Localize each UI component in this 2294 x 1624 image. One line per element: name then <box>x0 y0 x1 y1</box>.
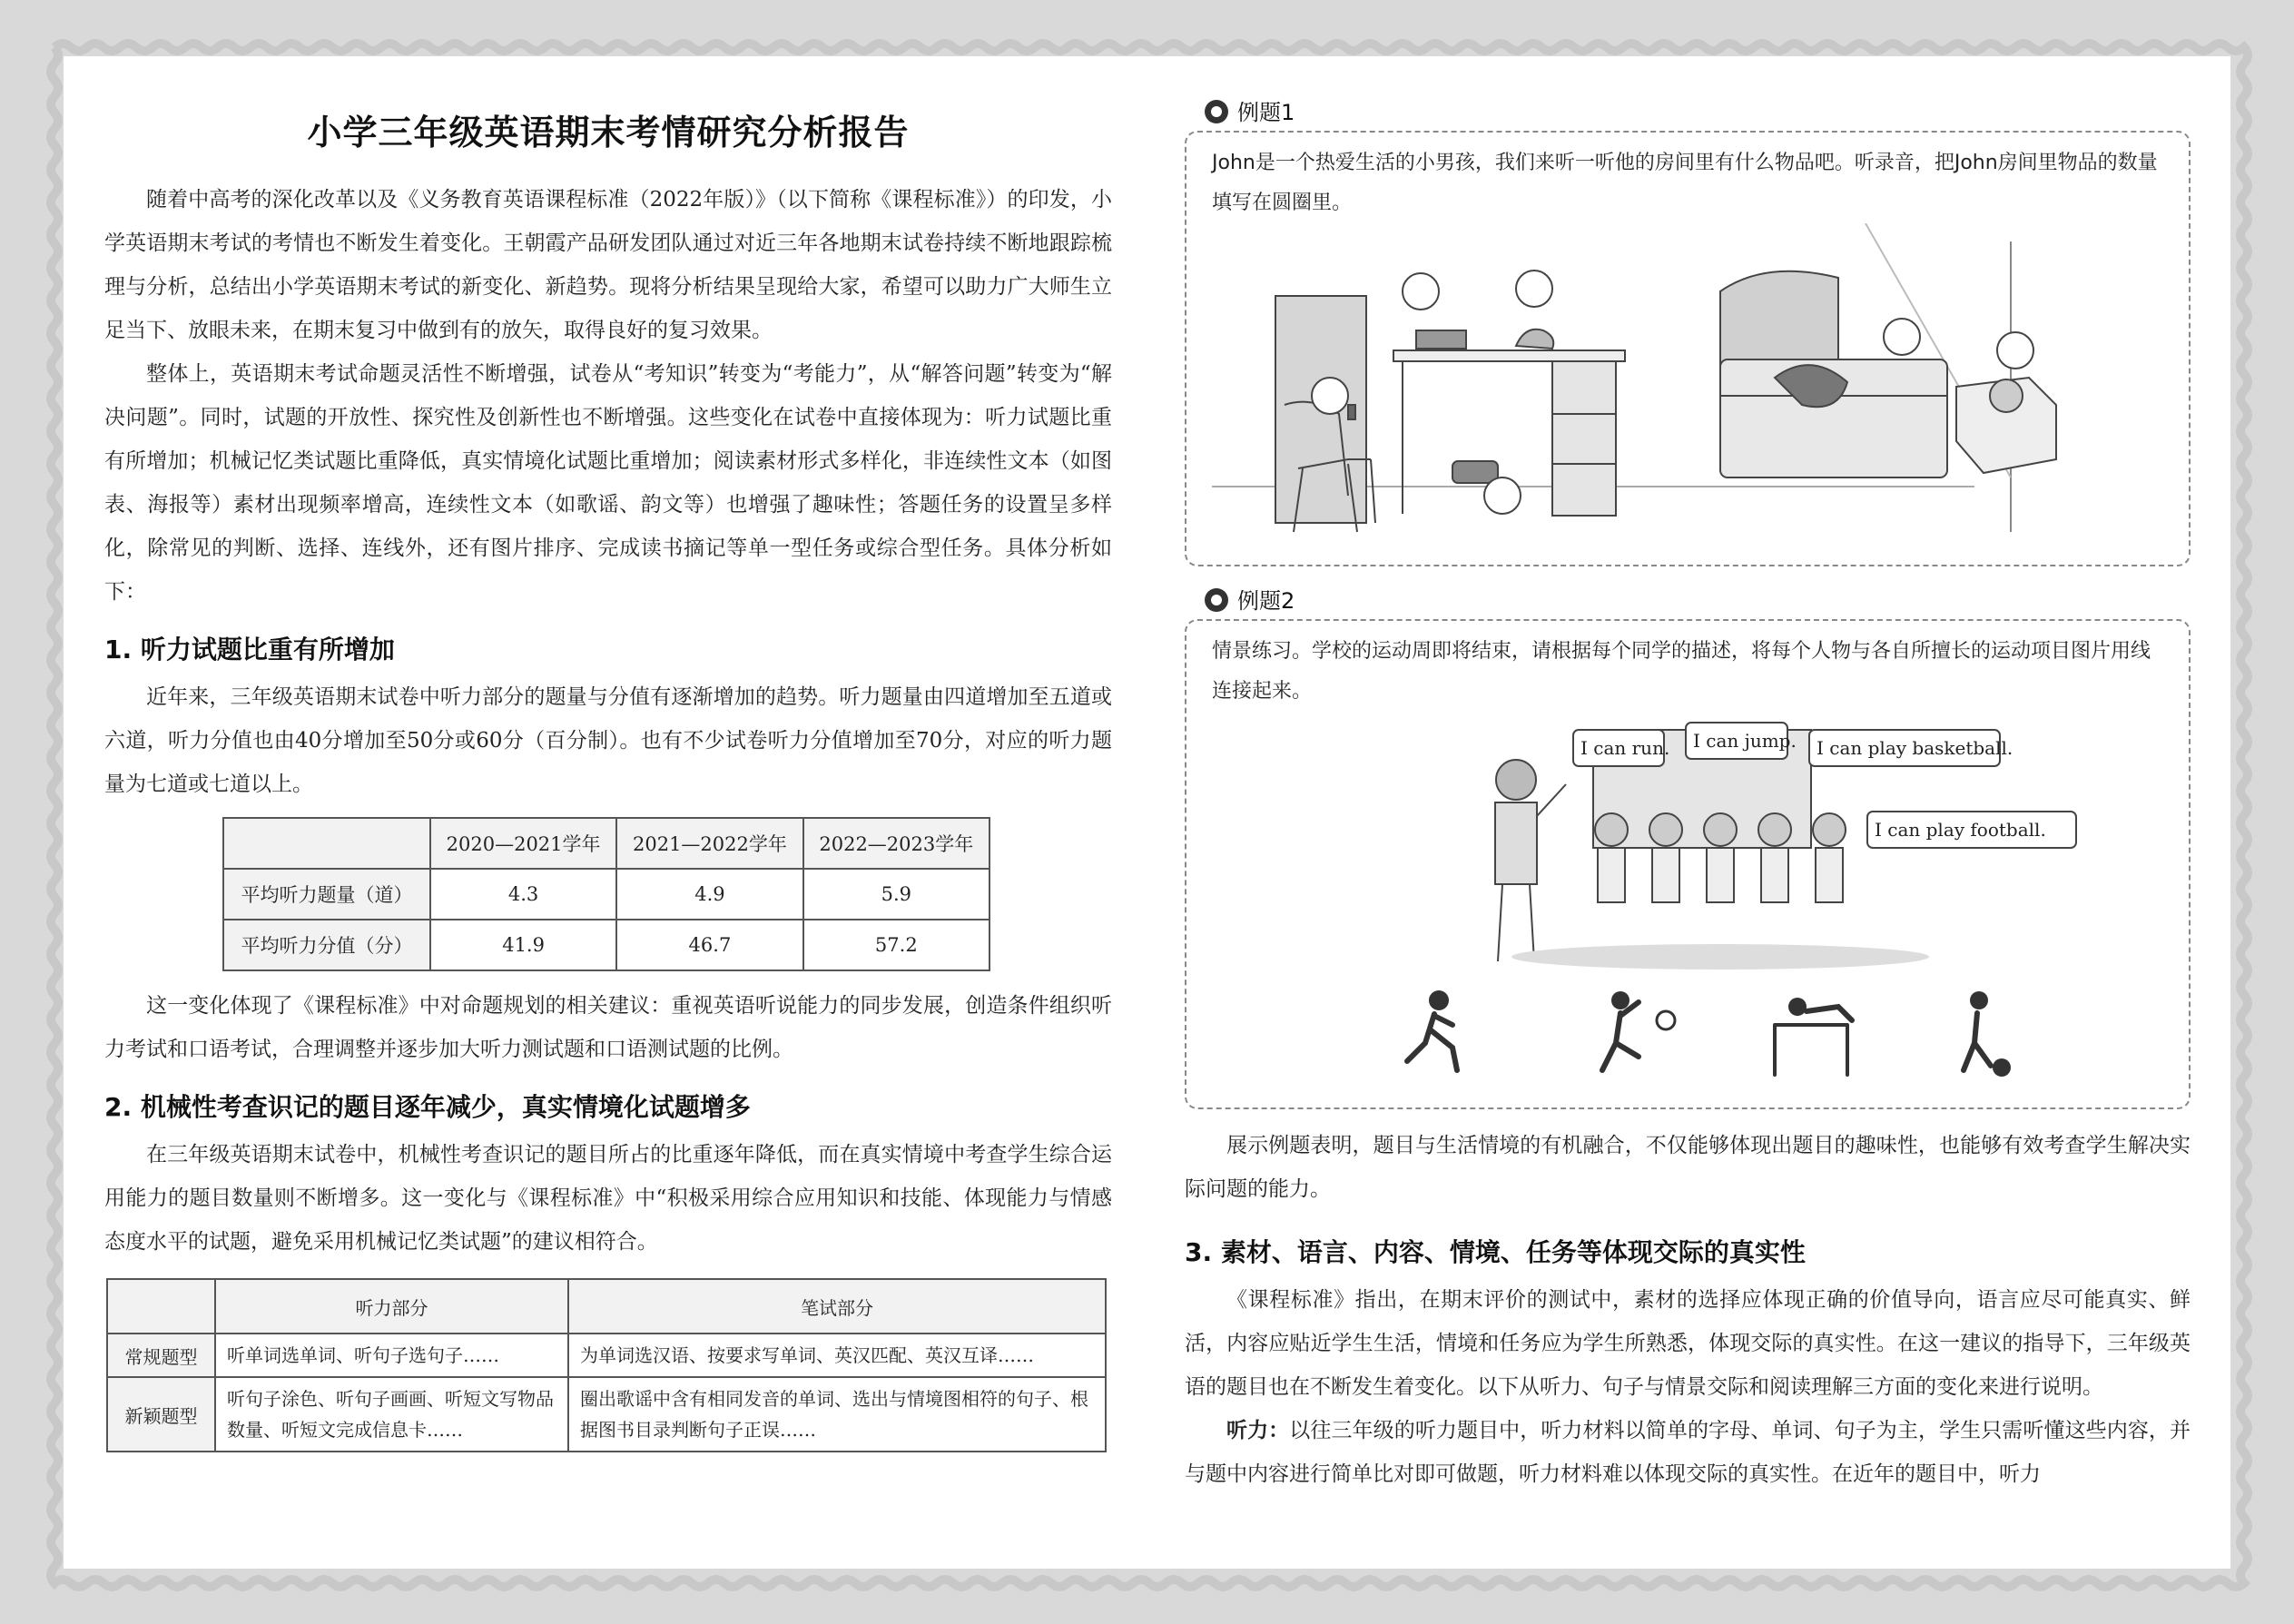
speech-bubble-basketball: I can play basketball. <box>1816 737 2013 759</box>
table-header-cell: 2021—2022学年 <box>616 818 802 869</box>
football-icon <box>1970 991 1988 1009</box>
left-column <box>104 86 1112 1452</box>
right-column <box>1185 98 2191 1496</box>
table-row <box>223 869 989 920</box>
example-2-box <box>1185 619 2191 1109</box>
table-cell: 听句子涂色、听句子画画、听短文写物品数量、听短文完成信息卡…… <box>215 1377 568 1452</box>
speech-bubble-run: I can run. <box>1580 737 1670 759</box>
table-row <box>107 1377 1106 1452</box>
table-header-row <box>223 818 989 869</box>
section-3-paragraph-2 <box>1185 1409 2191 1496</box>
table-cell: 41.9 <box>430 920 616 970</box>
example-1-label <box>1205 98 2191 127</box>
example-1-label-text: 例题1 <box>1237 100 1295 125</box>
listening-stats-table <box>222 817 990 971</box>
speech-bubble-jump: I can jump. <box>1693 730 1797 752</box>
listening-text: 以往三年级的听力题目中，听力材料以简单的字母、单词、句子为主，学生只需听懂这些内容，并与题中内容进行简单比对即可做题，听力材料难以体现交际的真实性。在近年的题目中，听力 <box>1185 1419 2191 1486</box>
example-2-text: 情景练习。学校的运动周即将结束，请根据每个同学的描述，将每个人物与各自所擅长的运动项目图片用线连接起来。 <box>1212 640 2151 703</box>
table-cell: 听单词选单词、听句子选句子…… <box>215 1334 568 1377</box>
listening-lead: 听力： <box>1226 1419 1290 1442</box>
example-2-label-text: 例题2 <box>1237 588 1295 614</box>
table-cell: 4.3 <box>430 869 616 920</box>
section-2-heading: 2. 机械性考查识记的题目逐年减少，真实情境化试题增多 <box>104 1092 751 1122</box>
section-1-paragraph-1: 近年来，三年级英语期末试卷中听力部分的题量与分值有逐渐增加的趋势。听力题量由四道增加至五道或六道，听力分值也由40分增加至50分或60分（百分制）。也有不少试卷听力分值增加至70分，对应的听力题量为七道或七道以上。 <box>104 685 1112 796</box>
sports-illustration <box>1212 712 2165 1093</box>
bedroom-illustration <box>1212 223 2165 550</box>
question-types-table <box>106 1278 1107 1452</box>
speech-bubble-football: I can play football. <box>1875 819 2046 841</box>
row-label: 平均听力题量（道） <box>223 869 430 920</box>
table-header-row <box>107 1279 1106 1334</box>
page-title: 小学三年级英语期末考情研究分析报告 <box>307 113 910 153</box>
section-1-heading: 1. 听力试题比重有所增加 <box>104 635 395 664</box>
table-header-cell: 2020—2021学年 <box>430 818 616 869</box>
basketball-icon <box>1611 991 1629 1009</box>
section-3-paragraph-1: 《课程标准》指出，在期末评价的测试中，素材的选择应体现正确的价值导向，语言应尽可能真实、鲜活，内容应贴近学生生活，情境和任务应为学生所熟悉，体现交际的真实性。在这一建议的指导下，三年级英语的题目也在不断发生着变化。以下从听力、句子与情景交际和阅读理解三方面的变化来进行说明。 <box>1185 1288 2191 1399</box>
table-cell: 5.9 <box>803 869 989 920</box>
table-cell: 4.9 <box>616 869 802 920</box>
table-header-cell: 2022—2023学年 <box>803 818 989 869</box>
section-2-paragraph-1: 在三年级英语期末试卷中，机械性考查识记的题目所占的比重逐年降低，而在真实情境中考查学生综合运用能力的题目数量则不断增多。这一变化与《课程标准》中“积极采用综合应用知识和技能、体现能力与情感态度水平的试题，避免采用机械记忆类试题”的建议相符合。 <box>104 1143 1112 1254</box>
gear-icon <box>1205 588 1228 612</box>
running-icon <box>1429 990 1449 1010</box>
table-cell: 46.7 <box>616 920 802 970</box>
table-header-cell: 听力部分 <box>215 1279 568 1334</box>
high-jump-icon <box>1775 1025 1847 1075</box>
intro-paragraph-2: 整体上，英语期末考试命题灵活性不断增强，试卷从“考知识”转变为“考能力”，从“解答问题”转变为“解决问题”。同时，试题的开放性、探究性及创新性也不断增强。这些变化在试卷中直接体现为：听力试题比重有所增加；机械记忆类试题比重降低，真实情境化试题比重增加；阅读素材形式多样化，非连续性文本（如图表、海报等）素材出现频率增高，连续性文本（如歌谣、韵文等）也增强了趣味性；答题任务的设置呈多样化，除常见的判断、选择、连线外，还有图片排序、完成读书摘记等单一型任务或综合型任务。具体分析如下： <box>104 362 1112 604</box>
examples-summary: 展示例题表明，题目与生活情境的有机融合，不仅能够体现出题目的趣味性，也能够有效考查学生解决实际问题的能力。 <box>1185 1134 2191 1201</box>
example-1-text: John是一个热爱生活的小男孩，我们来听一听他的房间里有什么物品吧。听录音，把John房间里物品的数量填写在圆圈里。 <box>1212 152 2158 214</box>
table-header-cell <box>107 1279 215 1334</box>
section-3-heading: 3. 素材、语言、内容、情境、任务等体现交际的真实性 <box>1185 1237 1806 1267</box>
row-label: 新颖题型 <box>107 1377 215 1452</box>
table-row <box>107 1334 1106 1377</box>
example-1-box <box>1185 131 2191 566</box>
example-2-label <box>1205 586 2191 615</box>
table-row <box>223 920 989 970</box>
table-header-cell: 笔试部分 <box>568 1279 1106 1334</box>
section-1-paragraph-2: 这一变化体现了《课程标准》中对命题规划的相关建议：重视英语听说能力的同步发展，创造条件组织听力考试和口语考试，合理调整并逐步加大听力测试题和口语测试题的比例。 <box>104 994 1112 1061</box>
gear-icon <box>1205 100 1228 123</box>
intro-paragraph-1: 随着中高考的深化改革以及《义务教育英语课程标准（2022年版）》（以下简称《课程标准》）的印发，小学英语期末考试的考情也不断发生着变化。王朝霞产品研发团队通过对近三年各地期末试卷持续不断地跟踪梳理与分析，总结出小学英语期末考试的新变化、新趋势。现将分析结果呈现给大家，希望可以助力广大师生立足当下、放眼未来，在期末复习中做到有的放矢，取得良好的复习效果。 <box>104 188 1112 342</box>
row-label: 平均听力分值（分） <box>223 920 430 970</box>
table-cell: 圈出歌谣中含有相同发音的单词、选出与情境图相符的句子、根据图书目录判断句子正误…… <box>568 1377 1106 1452</box>
table-cell: 57.2 <box>803 920 989 970</box>
row-label: 常规题型 <box>107 1334 215 1377</box>
table-cell: 为单词选汉语、按要求写单词、英汉匹配、英汉互译…… <box>568 1334 1106 1377</box>
table-header-cell <box>223 818 430 869</box>
